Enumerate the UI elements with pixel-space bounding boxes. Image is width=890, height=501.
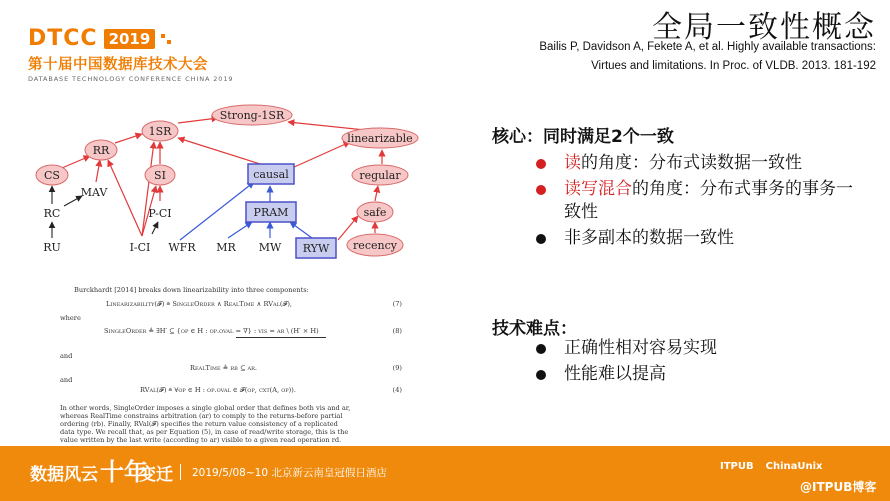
core-bullet-3-text: 非多副本的数据一致性 (564, 228, 734, 248)
edge-ici-rr (108, 160, 142, 236)
core-heading: 核心：同时满足2个一致 (492, 127, 674, 147)
difficulty-bullet-1-text: 正确性相对容易实现 (564, 338, 717, 358)
footer-watermark: @ITPUB博客 (800, 480, 877, 494)
reference-citation (456, 38, 876, 76)
difficulty-bullet-2-text: 性能难以提高 (564, 364, 666, 384)
core-bullet-3 (532, 227, 867, 250)
consistency-hierarchy-diagram (30, 98, 430, 263)
footer-bar (0, 446, 890, 501)
paper-excerpt (60, 284, 402, 444)
paper-eq3-num: (9) (392, 364, 402, 372)
edge-mr-pram (228, 222, 252, 238)
difficulty-bullet-2 (532, 363, 867, 386)
node-regular: regular (359, 169, 401, 182)
reference-line-1: Bailis P, Davidson A, Fekete A, et al. Highly available transactions: (539, 41, 876, 53)
footer-divider (180, 464, 181, 480)
edge-lin-strong (288, 122, 365, 130)
node-safe: safe (363, 206, 387, 219)
paper-eq1: Linearizability(𝓕) ≜ SingleOrder ∧ RealTime ∧ RVal(𝓕), (106, 300, 292, 308)
node-strong1sr: Strong-1SR (219, 109, 285, 122)
logo-dtcc: DTCC (28, 26, 98, 51)
footer-sponsor-logos (720, 461, 823, 472)
node-mw: MW (258, 241, 282, 254)
paper-para-line-3: ordering (rb). Finally, RVal(𝓕) specifies the return value consistency of a replicated (60, 420, 338, 428)
page-title: 全局一致性概念 (652, 10, 876, 45)
edge-ryw-pram (290, 222, 312, 238)
core-bullet-1-text: 的角度：分布式读数据一致性 (581, 153, 802, 173)
edge-rr-1sr (115, 134, 142, 143)
paper-and-1: and (60, 352, 73, 360)
paper-para-line-2: whereas RealTime constrains arbitration (ar) to comply to the returns-before partial (60, 412, 343, 420)
edge-ryw-safe (338, 216, 358, 240)
core-bullet-list (532, 152, 867, 253)
logo-year: 2019 (104, 29, 156, 49)
node-rr: RR (92, 144, 110, 157)
footer-logo-itpub: ITPUB (720, 461, 754, 472)
logo-top-row (28, 26, 238, 51)
node-ryw: RYW (302, 242, 330, 255)
paper-eq1-num: (7) (392, 300, 402, 308)
footer-logo-chinaunix: ChinaUnix (765, 461, 823, 472)
edge-ici-pci (152, 222, 158, 234)
black-bullet-icon (536, 344, 546, 354)
paper-where: where (60, 314, 81, 322)
paper-eq2-num: (8) (392, 327, 402, 335)
core-bullet-2-text: 的角度：分布式事务的事务一致性 (564, 179, 853, 222)
red-bullet-icon (536, 185, 546, 195)
node-linearizable: linearizable (347, 132, 413, 145)
paper-para-line-1: In other words, SingleOrder imposes a single global order that defines both vis and ar, (60, 404, 351, 412)
paper-eq2: SingleOrder ≜ ∃H′ ⊆ {op ∈ H : op.oval = ∇} : vis = ar \ (H′ × H) (104, 327, 319, 335)
edge-causal-1sr (178, 138, 260, 164)
edge-rc-mav (64, 196, 82, 206)
logo-english-name: DATABASE TECHNOLOGY CONFERENCE CHINA 2019 (28, 75, 234, 83)
node-ici: I-CI (129, 241, 151, 254)
paper-and-2: and (60, 376, 73, 384)
edge-mav-rr (96, 160, 100, 182)
edge-ici-1sr (142, 142, 154, 236)
paper-intro: Burckhardt [2014] breaks down linearizability into three components: (74, 286, 309, 294)
paper-eq3: RealTime ≜ rb ⊆ ar. (190, 364, 258, 372)
diagram-pink-nodes (36, 105, 418, 256)
edge-1sr-strong (178, 118, 218, 123)
footer-brand-right: 变迁 (139, 465, 173, 485)
footer-event-info: 2019/5/08~10 北京新云南皇冠假日酒店 (192, 467, 387, 479)
edge-causal-lin (292, 142, 350, 168)
difficulty-bullet-1 (532, 337, 867, 360)
node-cs: CS (44, 169, 60, 182)
node-pci: P-CI (148, 207, 172, 220)
paper-para-line-5: value written by the last write (according to ar) visible to a given read operation rd. (60, 436, 342, 444)
node-wfr: WFR (168, 241, 196, 254)
diagram-red-edges (62, 118, 382, 240)
footer-brand-decade: 十年 (100, 457, 148, 486)
core-bullet-2-highlight: 读写混合 (564, 179, 632, 199)
node-mav: MAV (80, 186, 108, 199)
paper-para-line-4: data type. We recall that, as per Equation (5), in case of read/write storage, this is the (60, 428, 349, 436)
logo-chinese-name: 第十届中国数据库技术大会 (28, 57, 208, 73)
difficulty-bullet-list (532, 337, 867, 389)
paper-eq4-num: (4) (392, 386, 402, 394)
paper-eq2-underline (236, 337, 326, 338)
reference-line-2: Virtues and limitations. In Proc. of VLDB. 2013. 181-192 (591, 60, 876, 72)
black-bullet-icon (536, 234, 546, 244)
conference-logo (28, 26, 238, 83)
edge-safe-regular (375, 186, 378, 201)
paper-eq4: RVal(𝓕) ≜ ∀op ∈ H : op.oval ∈ 𝓕(op, cxt(A, op)). (140, 386, 296, 394)
core-bullet-1-highlight: 读 (564, 153, 581, 173)
black-bullet-icon (536, 370, 546, 380)
node-si: SI (154, 169, 166, 182)
core-bullet-1 (532, 152, 867, 175)
node-ru: RU (43, 241, 61, 254)
red-bullet-icon (536, 159, 546, 169)
node-causal: causal (253, 168, 289, 181)
node-mr: MR (216, 241, 236, 254)
core-bullet-2 (532, 178, 867, 224)
difficulty-heading: 技术难点： (492, 319, 577, 339)
edge-wfr-causal (180, 182, 254, 240)
logo-squares-icon (161, 34, 171, 44)
node-1sr: 1SR (148, 125, 172, 138)
edge-cs-rr (62, 156, 90, 168)
node-recency: recency (353, 239, 397, 252)
node-pram: PRAM (253, 206, 289, 219)
footer-brand-left: 数据风云 (30, 465, 98, 485)
node-rc: RC (43, 207, 61, 220)
